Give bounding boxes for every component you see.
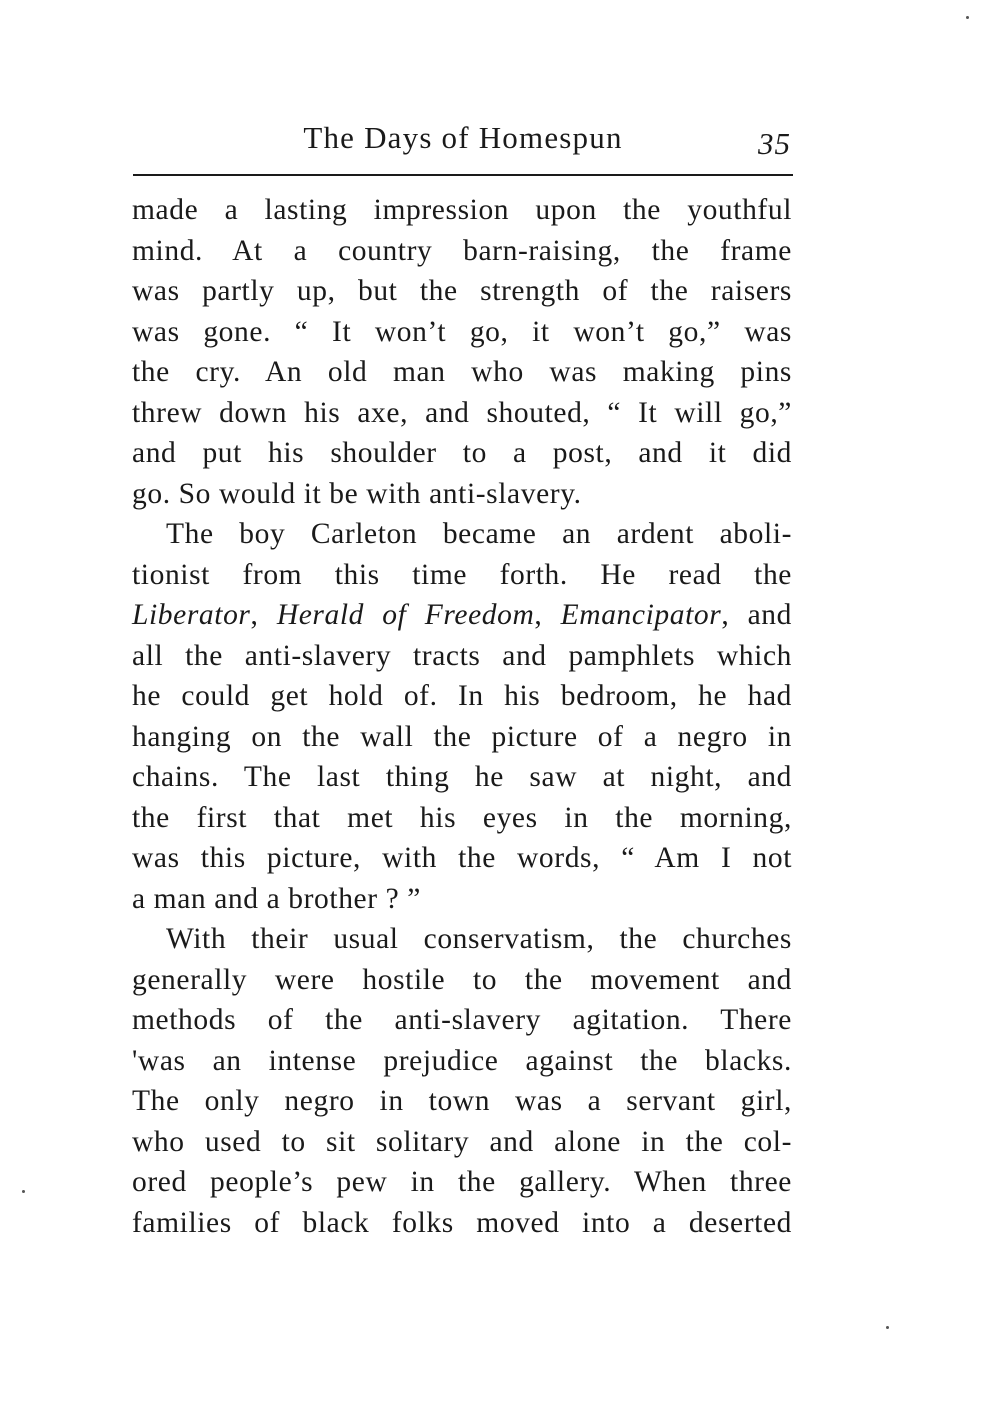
running-title: The Days of Homespun — [303, 120, 623, 155]
text-line: and put his shoulder to a post, and it did — [132, 437, 792, 469]
text-line: families of black folks moved into a deserted — [132, 1206, 792, 1239]
trailing-text: , and — [721, 599, 792, 631]
text-line: he could get hold of. In his bedroom, he had — [132, 680, 792, 712]
print-speck — [966, 16, 969, 19]
text-line: threw down his axe, and shouted, “ It will go,” — [132, 396, 792, 429]
header-rule — [133, 174, 793, 176]
text-line: methods of the anti-slavery agitation. There — [132, 1004, 792, 1036]
text-line: the cry. An old man who was making pins — [132, 356, 792, 388]
text-line: tionist from this time forth. He read the — [132, 558, 792, 591]
body-text — [132, 190, 792, 1243]
title-liberator: Liberator — [132, 599, 251, 631]
title-herald-of-freedom: Herald of Freedom — [276, 599, 535, 631]
text-line: The boy Carleton became an ardent aboli- — [166, 518, 792, 550]
text-line: a man and a brother ? ” — [132, 882, 421, 915]
text-line: go. So would it be with anti-slavery. — [132, 477, 582, 510]
text-line: was this picture, with the words, “ Am I not — [132, 842, 792, 874]
text-line: ored people’s pew in the gallery. When three — [132, 1166, 792, 1198]
text-line: the first that met his eyes in the morning, — [132, 801, 792, 834]
running-head — [133, 118, 793, 164]
text-line-titles — [132, 595, 792, 636]
text-line: chains. The last thing he saw at night, and — [132, 761, 792, 793]
print-speck — [886, 1326, 889, 1329]
text-line: generally were hostile to the movement and — [132, 963, 792, 996]
text-line: 'was an intense prejudice against the blacks. — [132, 1044, 792, 1077]
text-line: was gone. “ It won’t go, it won’t go,” was — [132, 315, 792, 348]
separator: , — [250, 599, 277, 631]
print-speck — [22, 1190, 25, 1193]
separator: , — [534, 599, 561, 631]
text-line: was partly up, but the strength of the raisers — [132, 275, 792, 307]
text-line: hanging on the wall the picture of a negro in — [132, 720, 792, 753]
text-line: The only negro in town was a servant girl, — [132, 1085, 792, 1117]
page-number: 35 — [758, 126, 791, 161]
text-line: all the anti-slavery tracts and pamphlets which — [132, 639, 792, 672]
text-line: With their usual conservatism, the churches — [166, 923, 792, 955]
text-line: who used to sit solitary and alone in the col- — [132, 1125, 792, 1158]
text-line: made a lasting impression upon the youthful — [132, 194, 792, 226]
title-emancipator: Emancipator — [560, 599, 722, 631]
text-line: mind. At a country barn-raising, the frame — [132, 234, 792, 267]
